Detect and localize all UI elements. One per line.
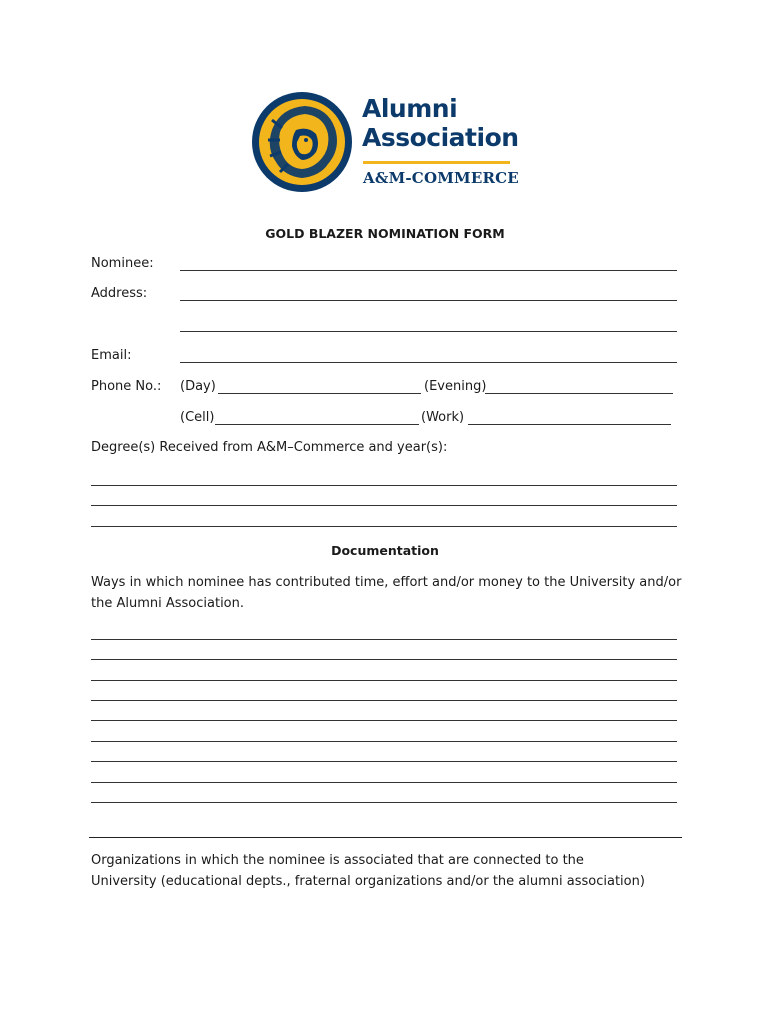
logo-text-association: Association: [362, 123, 519, 152]
logo-text-am-commerce: A&M-COMMERCE: [363, 169, 519, 187]
day-label: (Day): [180, 379, 216, 394]
address-field-line-1[interactable]: [180, 300, 677, 301]
logo-text-alumni: Alumni: [362, 94, 458, 123]
degrees-field-line-2[interactable]: [91, 505, 677, 506]
work-phone-field[interactable]: [468, 424, 671, 425]
degrees-field-line-1[interactable]: [91, 485, 677, 486]
cell-label: (Cell): [180, 410, 215, 425]
contributions-prompt: Ways in which nominee has contributed time, effort and/or money to the University and/or the Alumni Association.: [91, 575, 682, 611]
contributions-field-line-4[interactable]: [91, 700, 677, 701]
day-phone-field[interactable]: [218, 393, 421, 394]
documentation-heading: Documentation: [331, 543, 439, 558]
contributions-field-line-2[interactable]: [91, 659, 677, 660]
contributions-field-line-3[interactable]: [91, 680, 677, 681]
section-divider: [89, 837, 682, 838]
evening-phone-field[interactable]: [485, 393, 673, 394]
nominee-field[interactable]: [180, 270, 677, 271]
alumni-association-logo: [250, 90, 520, 195]
contributions-field-line-1[interactable]: [91, 639, 677, 640]
address-label: Address:: [91, 286, 148, 301]
contributions-field-line-5[interactable]: [91, 720, 677, 721]
evening-label: (Evening): [424, 379, 487, 394]
phone-label: Phone No.:: [91, 379, 162, 394]
degrees-label: Degree(s) Received from A&M–Commerce and year(s):: [91, 440, 448, 455]
contributions-field-line-9[interactable]: [91, 802, 677, 803]
degrees-field-line-3[interactable]: [91, 526, 677, 527]
organizations-prompt: Organizations in which the nominee is associated that are connected to the University (educational depts., fraternal organizations and/or the alumni association): [91, 853, 645, 889]
lion-emblem-icon: [250, 90, 354, 194]
contributions-field-line-6[interactable]: [91, 741, 677, 742]
email-field[interactable]: [180, 362, 677, 363]
email-label: Email:: [91, 348, 132, 363]
nominee-label: Nominee:: [91, 256, 154, 271]
contributions-field-line-7[interactable]: [91, 761, 677, 762]
form-title: GOLD BLAZER NOMINATION FORM: [265, 226, 505, 241]
address-field-line-2[interactable]: [180, 331, 677, 332]
work-label: (Work): [421, 410, 465, 425]
cell-phone-field[interactable]: [215, 424, 419, 425]
contributions-field-line-8[interactable]: [91, 782, 677, 783]
logo-gold-rule: [363, 161, 510, 164]
